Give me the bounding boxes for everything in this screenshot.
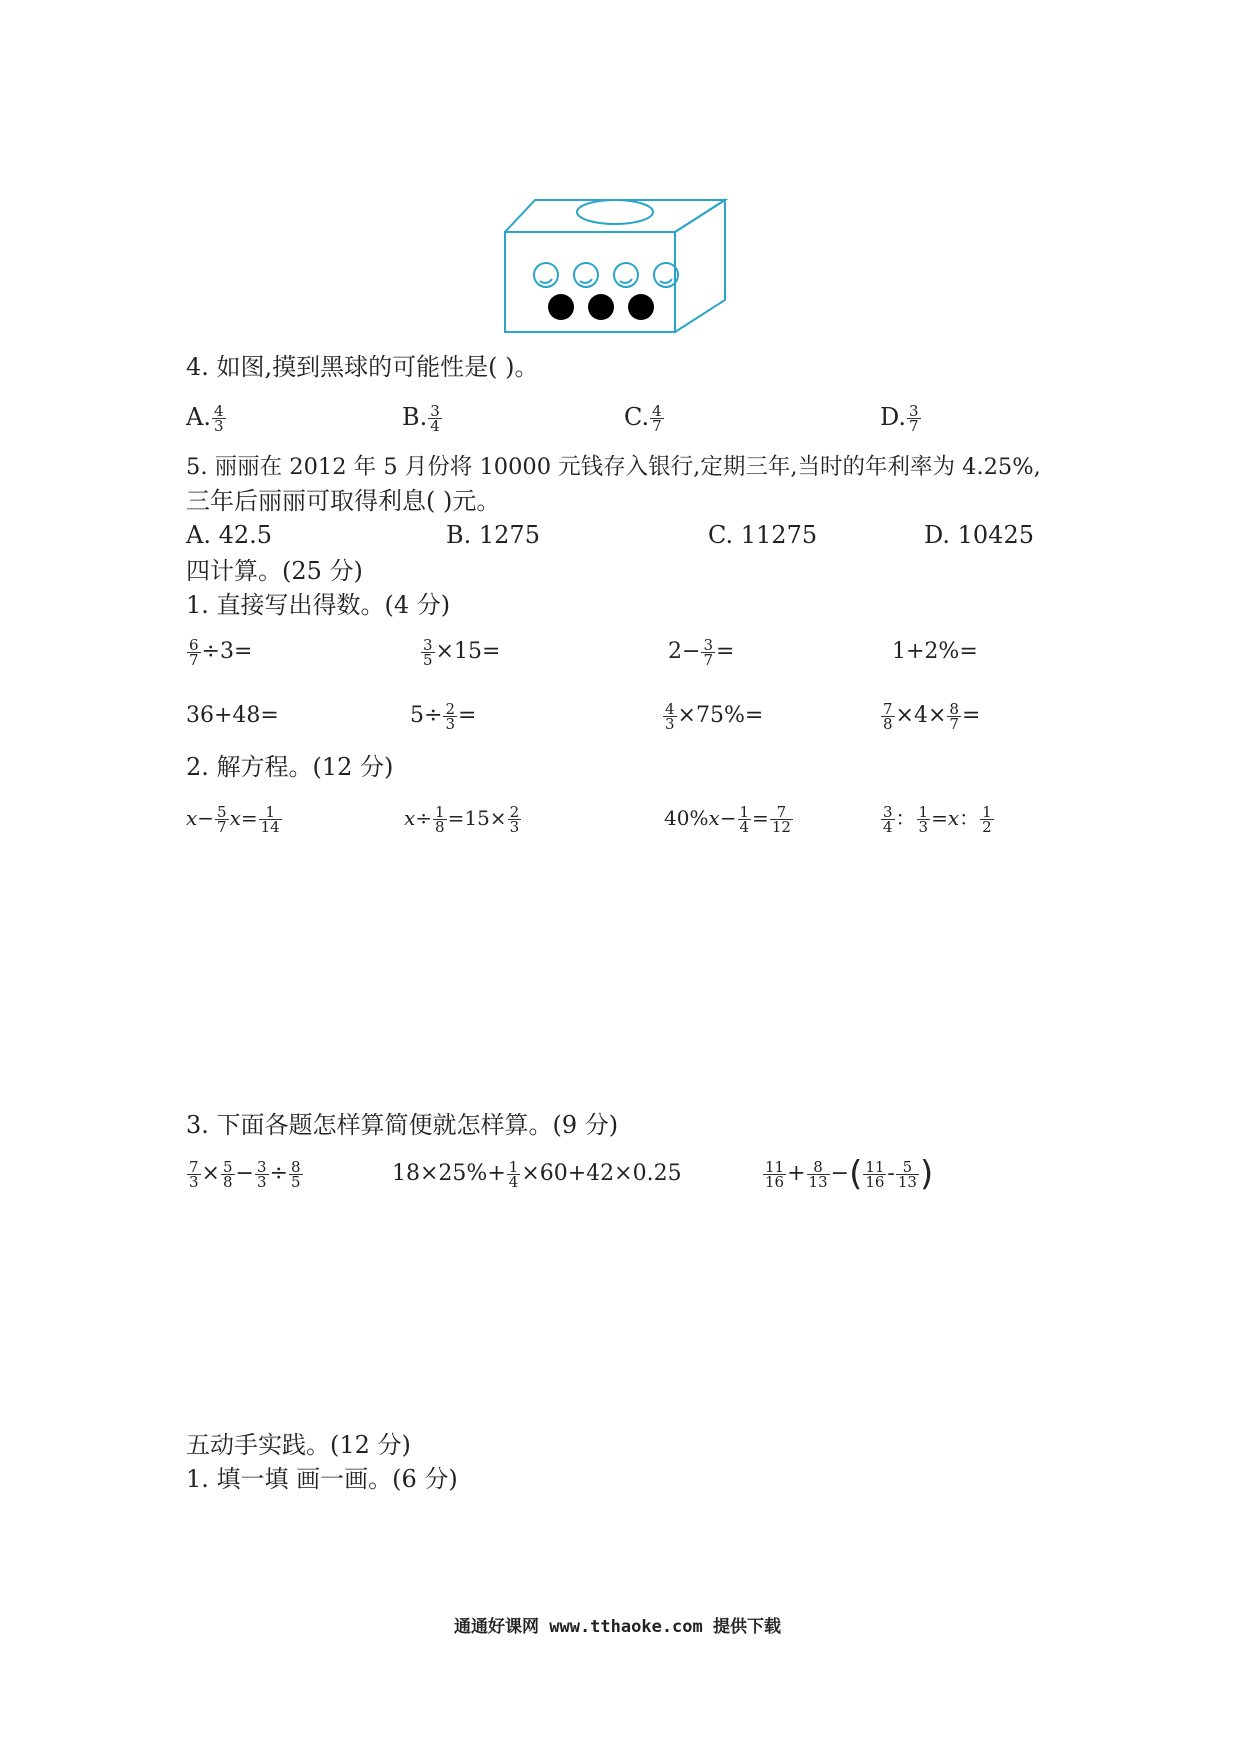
q5-option-a[interactable]: A. 42.5 <box>186 521 273 549</box>
denominator: 4 <box>508 1172 519 1191</box>
math-token: = <box>457 703 477 728</box>
numerator: 6 <box>189 635 199 654</box>
section5-part1-title: 1. 填一填 画一画。(6 分) <box>186 1465 458 1493</box>
math-token: ÷ <box>415 806 433 830</box>
fraction <box>212 404 226 433</box>
equation-4 <box>880 798 995 838</box>
math-token: x <box>186 806 198 830</box>
section4-part2-title: 2. 解方程。(12 分) <box>186 753 394 781</box>
math-token: x <box>404 806 416 830</box>
math-token: x <box>947 806 960 830</box>
numerator: 3 <box>423 635 433 654</box>
numerator: 3 <box>883 803 893 821</box>
q4-stem: 4. 如图,摸到黑球的可能性是( )。 <box>186 353 539 381</box>
math-token: ×4× <box>895 703 947 728</box>
numerator: 5 <box>222 1157 233 1176</box>
fraction <box>421 635 435 669</box>
box-opening <box>577 200 653 224</box>
math-token: =15× <box>447 806 507 830</box>
fraction <box>881 699 895 733</box>
q5-option-c[interactable]: C. 11275 <box>708 521 818 549</box>
denominator: 7 <box>217 818 227 836</box>
numerator: 3 <box>430 402 440 420</box>
math-token: ÷3= <box>201 639 253 664</box>
denominator: 3 <box>665 714 675 733</box>
fraction <box>863 1157 886 1191</box>
ball-box-figure <box>500 195 740 340</box>
math-token: − <box>719 806 737 830</box>
fraction <box>259 805 282 834</box>
numerator: 4 <box>213 402 224 420</box>
denominator: 3 <box>918 818 929 836</box>
math-token: x <box>708 806 720 830</box>
section4-part3-title: 3. 下面各题怎样算简便就怎样算。(9 分) <box>186 1111 619 1139</box>
math-token: − <box>830 1161 850 1186</box>
numerator: 11 <box>865 1157 885 1176</box>
section4-title: 四计算。(25 分) <box>186 557 363 585</box>
denominator: 5 <box>423 650 433 669</box>
fraction <box>215 805 229 834</box>
fraction <box>508 805 522 834</box>
mental-calc-6 <box>410 696 476 736</box>
math-token: ×15= <box>435 639 501 664</box>
simplify-expr-3 <box>762 1154 933 1194</box>
fraction <box>738 805 752 834</box>
q5-option-d[interactable]: D. 10425 <box>924 521 1034 549</box>
denominator: 8 <box>883 714 893 733</box>
equation-3 <box>664 798 794 838</box>
black-ball <box>548 294 574 320</box>
math-token: - <box>887 1161 895 1186</box>
numerator: 1 <box>739 803 750 821</box>
numerator: 5 <box>896 1160 919 1175</box>
numerator: 7 <box>770 805 793 820</box>
hollow-balls <box>534 263 678 287</box>
math-token: 18×25%+ <box>392 1161 506 1186</box>
math-token: ： <box>959 806 980 830</box>
numerator: 2 <box>445 699 455 718</box>
footer-download-note: 通通好课网 www.tthaoke.com 提供下载 <box>454 1617 781 1637</box>
math-token: = <box>931 806 948 830</box>
box-side-face <box>675 200 725 332</box>
mental-calc-2 <box>420 632 500 672</box>
numerator: 5 <box>217 803 227 821</box>
math-token: × <box>201 1161 220 1186</box>
fraction <box>187 635 201 669</box>
fraction <box>289 1157 303 1191</box>
math-token: = <box>715 639 735 664</box>
fraction <box>650 404 664 433</box>
math-token: 2− <box>668 639 701 664</box>
denominator: 8 <box>435 818 445 836</box>
denominator: 4 <box>739 818 750 836</box>
denominator: 3 <box>256 1172 267 1191</box>
q4-option-b[interactable] <box>402 402 443 433</box>
black-ball <box>588 294 614 320</box>
numerator: 7 <box>189 1157 199 1176</box>
mental-calc-8 <box>880 696 980 736</box>
numerator: 11 <box>765 1157 785 1176</box>
numerator: 1 <box>435 803 445 821</box>
denominator: 3 <box>213 417 224 435</box>
numerator: 3 <box>703 635 713 654</box>
denominator: 7 <box>949 714 959 733</box>
mental-calc-3 <box>668 632 734 672</box>
denominator: 16 <box>765 1172 785 1191</box>
denominator: 13 <box>897 1172 917 1191</box>
mental-calc-1 <box>186 632 252 672</box>
denominator: 7 <box>703 650 713 669</box>
denominator: 7 <box>189 650 199 669</box>
equation-2 <box>404 798 522 838</box>
simplify-expr-1 <box>186 1154 304 1194</box>
numerator: 7 <box>883 699 893 718</box>
fraction <box>221 1157 235 1191</box>
denominator: 3 <box>445 714 455 733</box>
denominator: 2 <box>982 818 992 836</box>
fraction <box>433 805 447 834</box>
math-token: ×60+42×0.25 <box>521 1161 682 1186</box>
fraction <box>701 635 715 669</box>
simplify-expr-2 <box>392 1154 682 1194</box>
fraction <box>807 1157 830 1191</box>
fraction <box>980 805 994 834</box>
math-token: − <box>197 806 215 830</box>
denominator: 7 <box>909 417 919 435</box>
numerator: 1 <box>259 805 282 820</box>
denominator: 14 <box>260 818 280 836</box>
fraction <box>443 699 457 733</box>
math-token: ×75%= <box>677 703 764 728</box>
fraction <box>507 1157 521 1191</box>
numerator: 3 <box>256 1157 267 1176</box>
numerator: 8 <box>290 1157 301 1176</box>
denominator: 13 <box>808 1172 828 1191</box>
mental-calc-4: 1+2%= <box>892 639 978 664</box>
numerator: 4 <box>665 699 675 718</box>
option-letter: B. <box>402 403 428 431</box>
math-token: ： <box>895 806 916 830</box>
fraction <box>907 404 921 433</box>
denominator: 7 <box>652 417 662 435</box>
option-letter: C. <box>624 403 650 431</box>
numerator: 4 <box>652 402 662 420</box>
math-token: ( <box>849 1154 863 1194</box>
fraction <box>187 1157 201 1191</box>
fraction <box>947 699 961 733</box>
box-top-face <box>505 200 725 232</box>
q4-option-d[interactable] <box>880 402 922 433</box>
numerator: 8 <box>949 699 959 718</box>
numerator: 8 <box>807 1160 830 1175</box>
math-token: + <box>787 1161 806 1186</box>
numerator: 2 <box>509 803 520 821</box>
section4-part1-title: 1. 直接写出得数。(4 分) <box>186 591 451 619</box>
denominator: 16 <box>865 1172 885 1191</box>
mental-calc-7 <box>662 696 763 736</box>
option-letter: D. <box>880 403 907 431</box>
fraction <box>881 805 895 834</box>
mental-calc-5: 36+48= <box>186 703 279 728</box>
math-token: − <box>235 1161 254 1186</box>
math-token: x <box>229 806 241 830</box>
fraction <box>896 1157 919 1191</box>
math-token: 40% <box>664 806 709 830</box>
option-letter: A. <box>186 403 211 431</box>
numerator: 1 <box>508 1157 519 1176</box>
denominator: 4 <box>883 818 893 836</box>
denominator: 3 <box>189 1172 199 1191</box>
black-ball <box>628 294 654 320</box>
fraction <box>255 1157 269 1191</box>
q5-option-b[interactable]: B. 1275 <box>446 521 540 549</box>
math-token: ) <box>919 1154 934 1194</box>
black-balls <box>548 294 654 320</box>
equation-1 <box>186 798 283 838</box>
math-token: = <box>752 806 769 830</box>
numerator: 1 <box>918 803 929 821</box>
math-token: = <box>240 806 258 830</box>
numerator: 3 <box>909 402 919 420</box>
denominator: 12 <box>771 818 791 836</box>
section5-title: 五动手实践。(12 分) <box>186 1431 411 1459</box>
denominator: 8 <box>222 1172 233 1191</box>
math-token: 5÷ <box>410 703 443 728</box>
fraction <box>763 1157 786 1191</box>
q4-option-a[interactable] <box>186 402 227 433</box>
q5-line1: 5. 丽丽在 2012 年 5 月份将 10000 元钱存入银行,定期三年,当时的年利率为 4.25%, <box>186 454 1041 480</box>
denominator: 3 <box>509 818 520 836</box>
fraction <box>917 805 931 834</box>
numerator: 1 <box>982 803 992 821</box>
denominator: 5 <box>290 1172 301 1191</box>
q4-option-c[interactable] <box>624 402 665 433</box>
fraction <box>428 404 442 433</box>
fraction <box>770 805 793 834</box>
math-token: = <box>961 703 981 728</box>
math-token: ÷ <box>269 1161 288 1186</box>
denominator: 4 <box>430 417 440 435</box>
fraction <box>663 699 677 733</box>
q5-line2: 三年后丽丽可取得利息( )元。 <box>186 487 501 515</box>
